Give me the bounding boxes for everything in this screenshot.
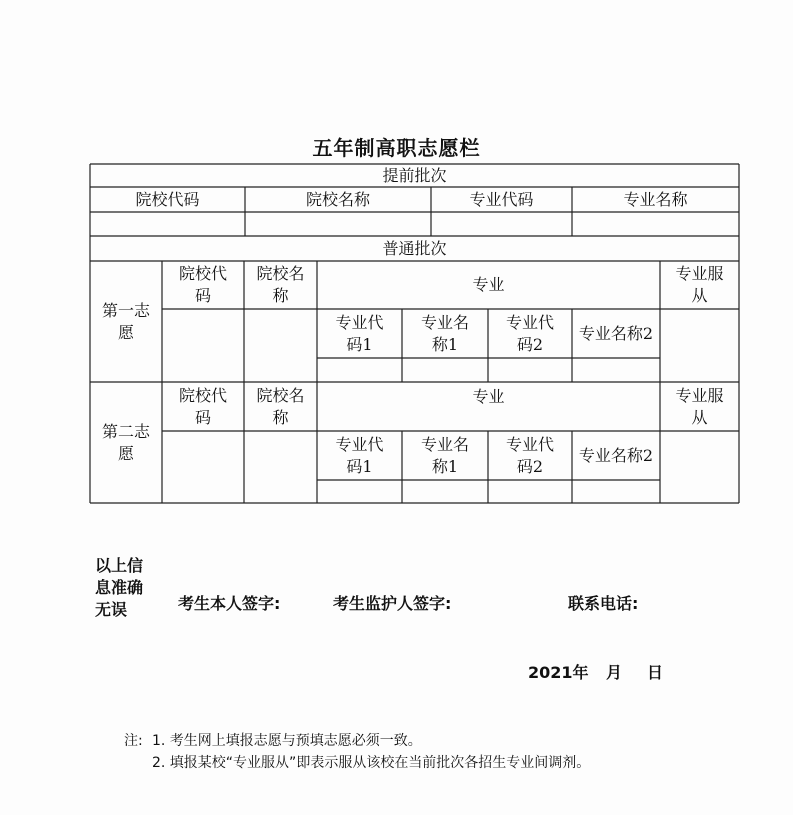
second-major-name-2-text: 专业名称2: [578, 445, 654, 465]
first-major-header: 专业: [472, 275, 505, 294]
first-major-obey-header: [660, 261, 739, 309]
first-school-name-header: [244, 261, 317, 309]
notes-prefix: 注:: [124, 733, 143, 749]
first-major-name-2-text: 专业名称2: [578, 323, 654, 343]
first-choice-label: [90, 261, 162, 382]
second-major-obey-text: 专业服从: [675, 385, 724, 427]
second-major-code-2: [488, 431, 572, 480]
student-signature-label: 考生本人签字:: [178, 594, 281, 613]
first-choice-label-text: 第一志愿: [101, 300, 150, 342]
first-school-code-text: 院校代码: [178, 264, 227, 305]
second-school-name-text: 院校名称: [256, 385, 305, 427]
second-major-code-1: [317, 431, 402, 480]
second-major-name-1-text: 专业名称1: [420, 434, 469, 476]
second-major-name-1: [402, 431, 488, 480]
early-col-major-name: 专业名称: [623, 189, 688, 209]
first-major-name-2: [572, 309, 660, 358]
confirmation-statement: 以上信息准确无误: [95, 556, 144, 619]
second-major-header: 专业: [472, 387, 505, 406]
first-major-name-1-text: 专业名称1: [420, 312, 469, 354]
first-major-code-2: [488, 309, 572, 358]
second-choice-label-text: 第二志愿: [101, 421, 150, 463]
second-major-code-1-text: 专业代码1: [335, 434, 384, 476]
second-school-name-header: [244, 382, 317, 431]
regular-batch-header: 普通批次: [382, 238, 447, 258]
note-item-1: 1. 考生网上填报志愿与预填志愿必须一致。: [152, 733, 422, 749]
date-month: 月: [606, 663, 623, 682]
date-year: 2021年: [528, 663, 589, 682]
first-school-name-text: 院校名称: [256, 264, 305, 305]
early-batch-header: 提前批次: [382, 165, 447, 185]
first-major-name-1: [402, 309, 488, 358]
date-day: 日: [647, 663, 664, 682]
first-major-code-1-text: 专业代码1: [335, 312, 384, 354]
phone-label: 联系电话:: [568, 594, 639, 613]
first-major-obey-text: 专业服从: [675, 264, 724, 305]
early-col-major-code: 专业代码: [469, 189, 534, 209]
form-title: 五年制高职志愿栏: [312, 136, 481, 160]
second-school-code-text: 院校代码: [178, 385, 227, 427]
second-major-obey-header: [660, 382, 739, 431]
guardian-signature-label: 考生监护人签字:: [333, 594, 452, 613]
second-major-code-2-text: 专业代码2: [505, 434, 554, 476]
first-major-code-1: [317, 309, 402, 358]
first-major-code-2-text: 专业代码2: [505, 312, 554, 354]
first-school-code-header: [162, 261, 244, 309]
note-item-2: 2. 填报某校“专业服从”即表示服从该校在当前批次各招生专业间调剂。: [152, 755, 591, 771]
early-col-school-name: 院校名称: [305, 189, 370, 209]
second-major-name-2: [572, 431, 660, 480]
second-school-code-header: [162, 382, 244, 431]
second-choice-label: [90, 382, 162, 503]
early-col-school-code: 院校代码: [135, 189, 200, 209]
